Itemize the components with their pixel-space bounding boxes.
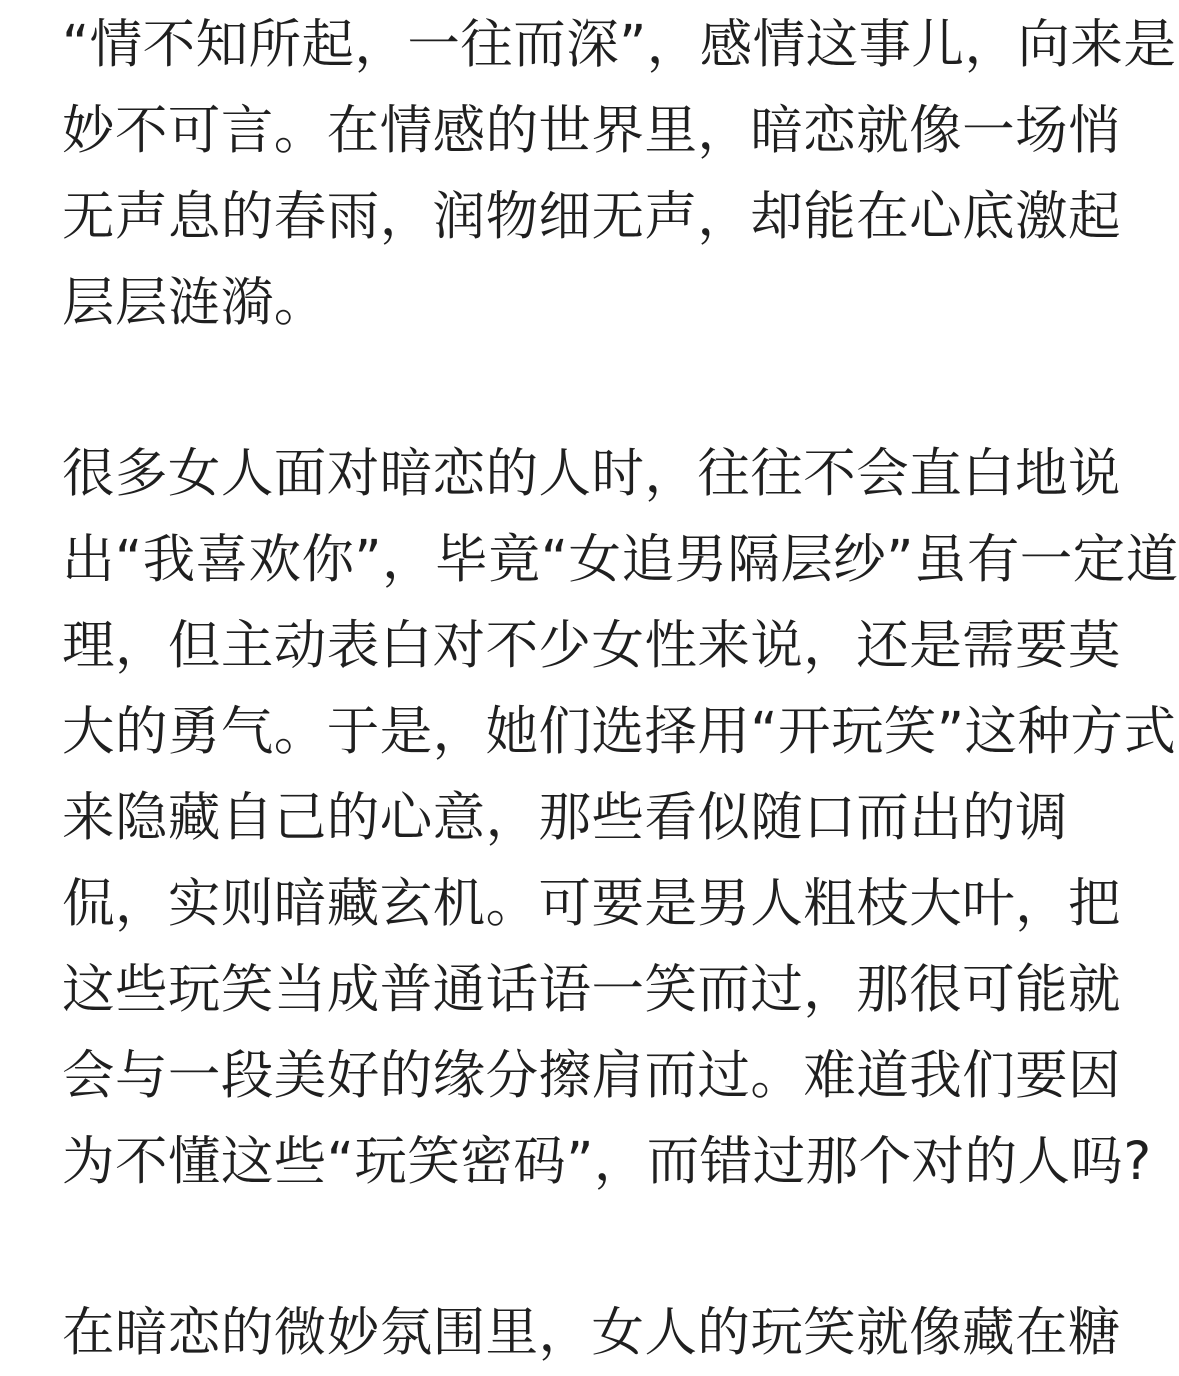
text-line: 层层涟漪。	[62, 272, 327, 333]
text-line: 在暗恋的微妙氛围里，女人的玩笑就像藏在糖	[62, 1302, 1122, 1363]
text-line: 这些玩笑当成普通话语一笑而过，那很可能就	[62, 959, 1122, 1020]
text-line: “情不知所起，一往而深”，感情这事儿，向来是	[62, 14, 1177, 75]
text-line: 大的勇气。于是，她们选择用“开玩笑”这种方式	[62, 701, 1177, 762]
article-body	[62, 0, 1179, 1376]
text-line: 侃，实则暗藏玄机。可要是男人粗枝大叶，把	[62, 873, 1122, 934]
paragraph-spacer	[62, 346, 1122, 431]
paragraph-spacer	[62, 1205, 1122, 1290]
paragraph-subtle-atmosphere	[62, 1290, 1122, 1376]
text-line: 很多女人面对暗恋的人时，往往不会直白地说	[62, 443, 1122, 504]
text-line: 会与一段美好的缘分擦肩而过。难道我们要因	[62, 1045, 1122, 1106]
text-line: 为不懂这些“玩笑密码”，而错过那个对的人吗?	[62, 1131, 1152, 1192]
paragraph-intro	[62, 0, 1177, 346]
text-line: 出“我喜欢你”，毕竟“女追男隔层纱”虽有一定道	[62, 529, 1179, 590]
text-line: 理，但主动表白对不少女性来说，还是需要莫	[62, 615, 1122, 676]
text-line: 无声息的春雨，润物细无声，却能在心底激起	[62, 186, 1122, 247]
text-line: 妙不可言。在情感的世界里，暗恋就像一场悄	[62, 100, 1122, 161]
paragraph-joking-women	[62, 431, 1179, 1205]
text-line: 来隐藏自己的心意，那些看似随口而出的调	[62, 787, 1069, 848]
